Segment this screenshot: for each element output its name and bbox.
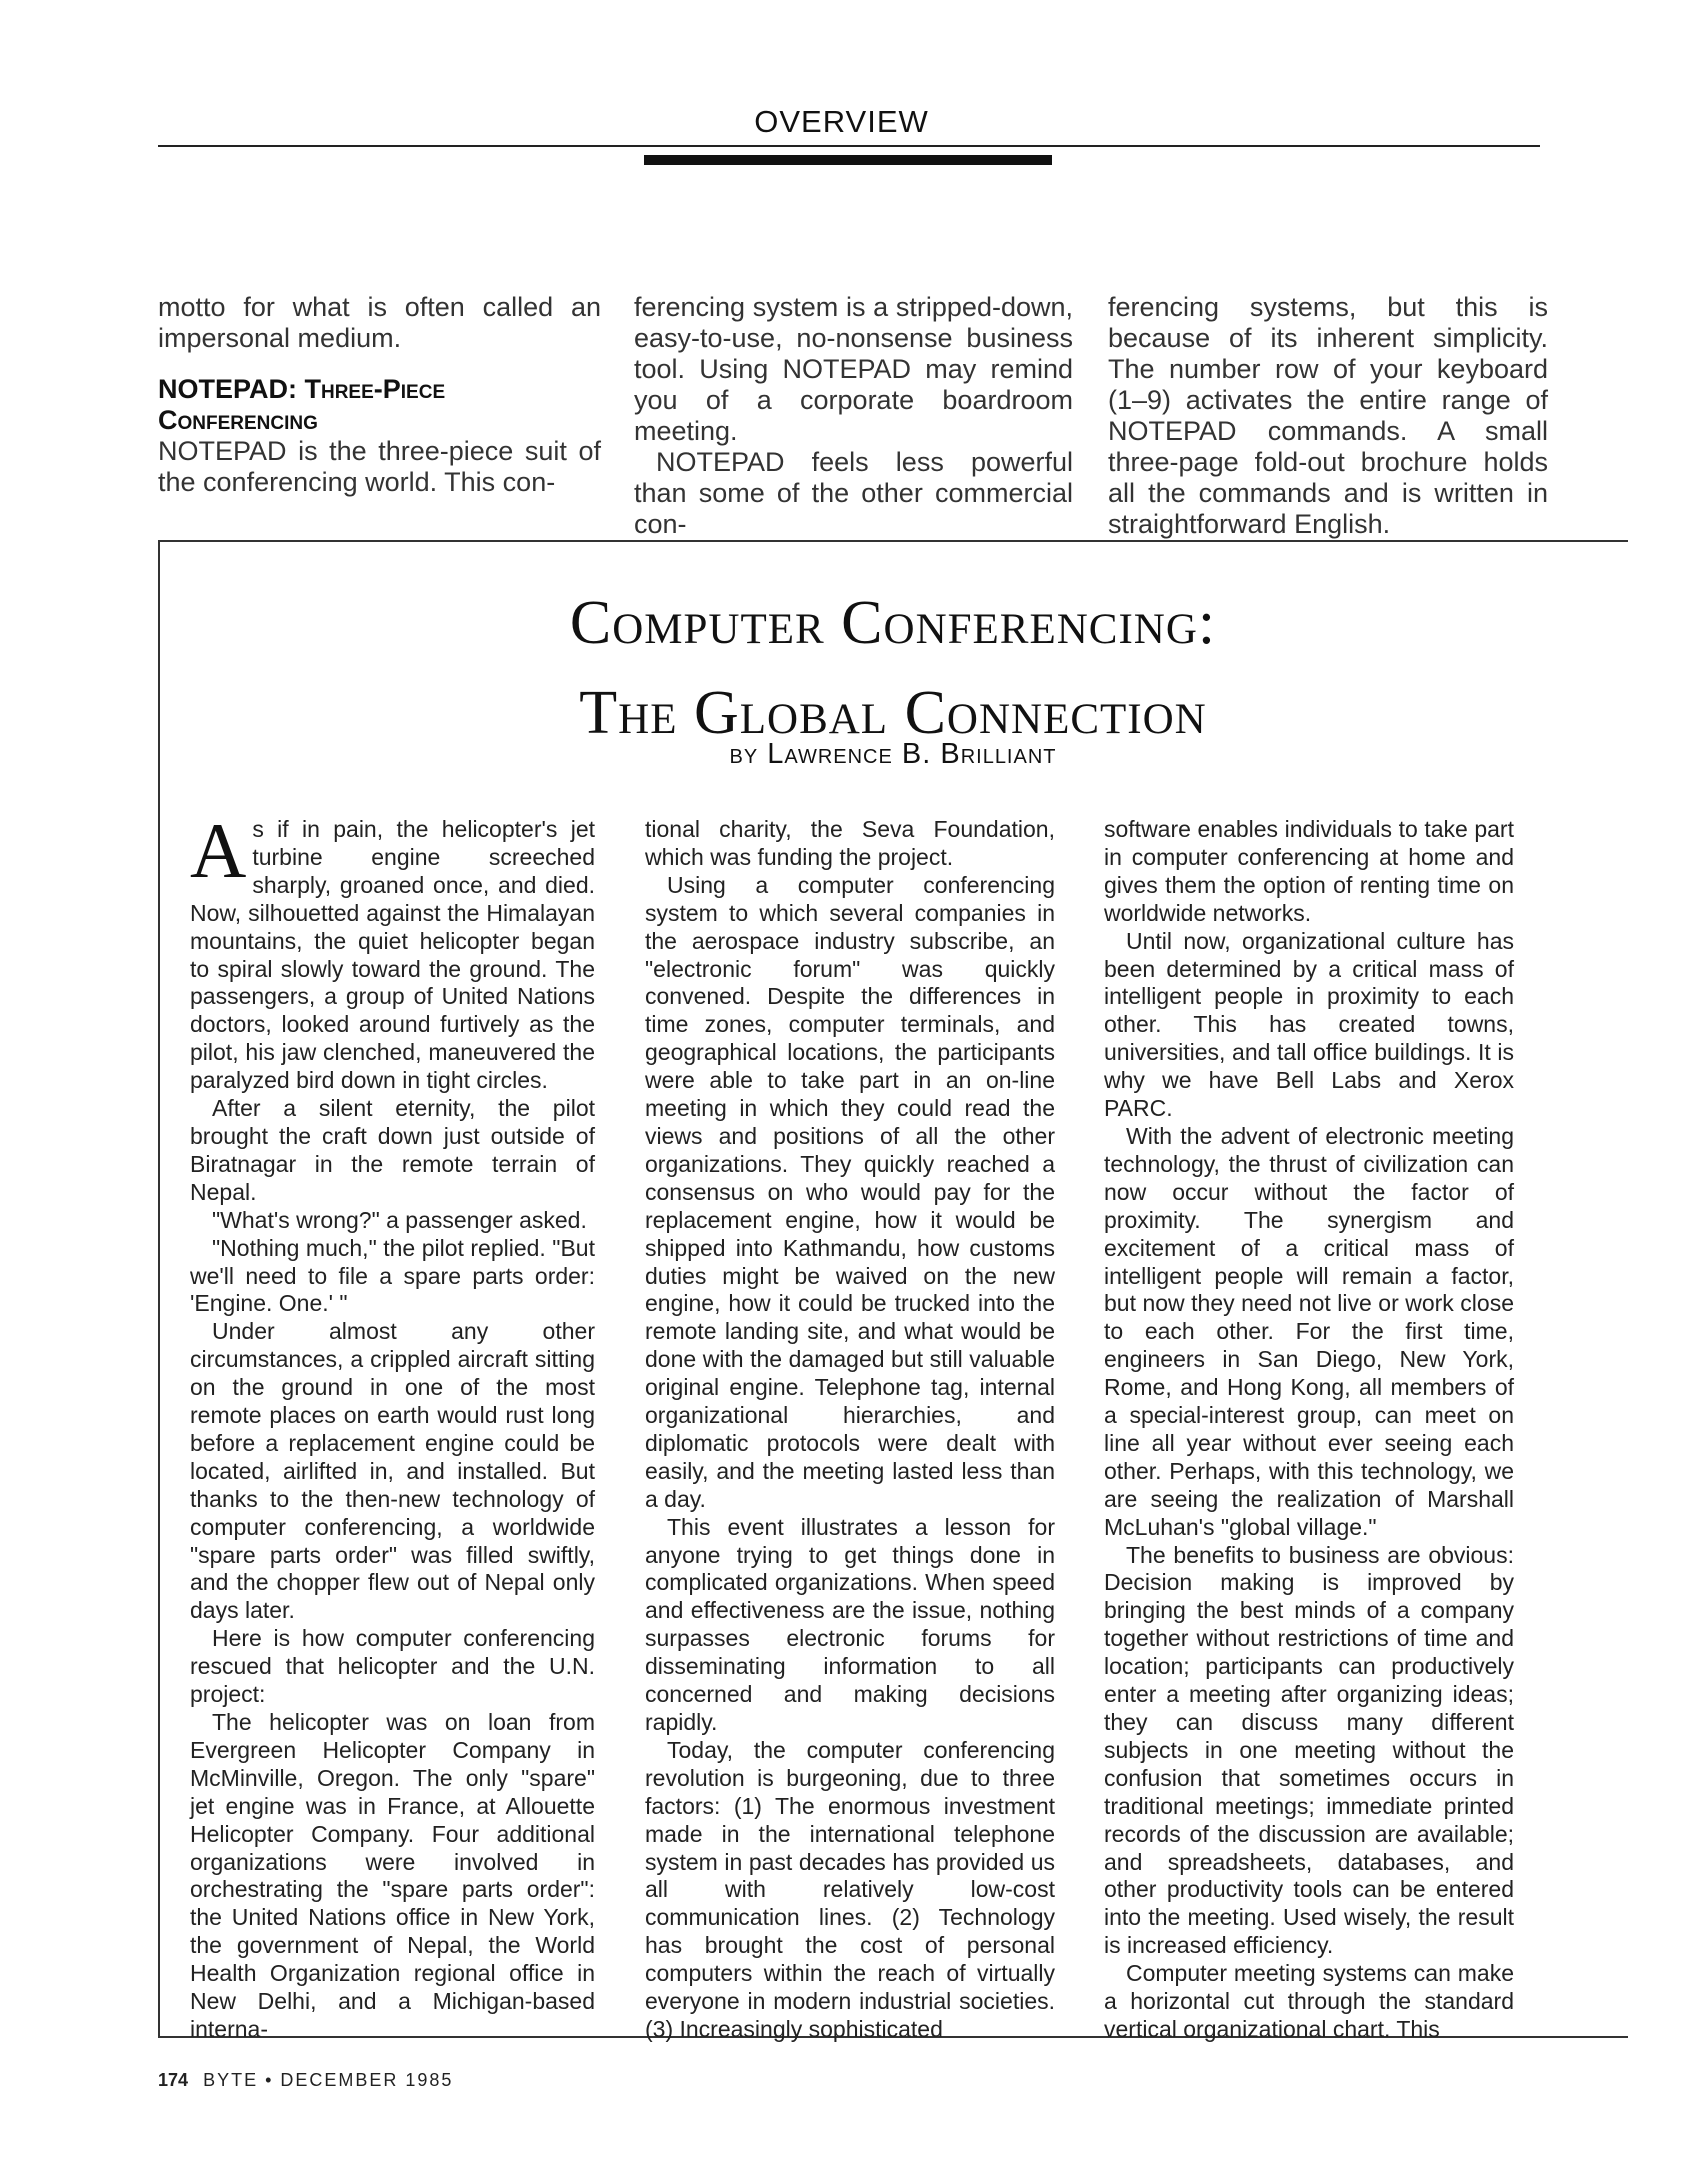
paragraph: The benefits to business are obvious: Decision making is improved by bringing the best minds of a company together without restrictions of time and location; participants can productively enter a meeting after organizing ideas; they can discuss many different subjects in one meeting without the confusion that sometimes occurs in traditional meetings; immediate printed records of the discussion are available; and spreadsheets, databases, and other productivity tools can be entered into the meeting. Used wisely, the result is increased efficiency. bbox=[1104, 1541, 1514, 1959]
paragraph: NOTEPAD feels less powerful than some of the other commercial con- bbox=[634, 447, 1073, 539]
paragraph: The helicopter was on loan from Evergreen Helicopter Company in McMinville, Oregon. The only "spare" jet engine was in France, at Allouette Helicopter Company. Four additional organizations were involved in orchestrating the "spare parts order": the United Nations office in New York, the government of Nepal, the World Health Organization regional office in New Delhi, and a Michigan-based interna- bbox=[190, 1709, 595, 2042]
page-footer bbox=[158, 2070, 453, 2091]
paragraph: Today, the computer conferencing revolution is burgeoning, due to three factors: (1) The enormous investment made in the international telephone system in past decades has provided us all with relatively low-cost communication lines. (2) Technology has brought the cost of personal computers within the reach of virtually everyone in modern industrial societies. (3) Increasingly sophisticated bbox=[645, 1736, 1055, 2042]
paragraph: Here is how computer conferencing rescued that helicopter and the U.N. project: bbox=[190, 1625, 595, 1708]
paragraph bbox=[190, 807, 595, 1095]
drop-cap: A bbox=[190, 807, 247, 894]
paragraph-text: s if in pain, the helicopter's jet turbine engine screeched sharply, groaned once, and died. Now, silhouetted against the Himalayan mountains, the quiet helicopter began to spiral slowly toward the ground. The passengers, a group of United Nations doctors, looked around furtively as the pilot, his jaw clenched, maneuvered the paralyzed bird down in tight circles. bbox=[190, 816, 595, 1094]
paragraph: Until now, organizational culture has been determined by a critical mass of intelligent people in proximity to each other. This has created towns, universities, and tall office buildings. It is why we have Bell Labs and Xerox PARC. bbox=[1104, 927, 1514, 1122]
page-number: 174 bbox=[158, 2070, 189, 2090]
paragraph: Under almost any other circumstances, a crippled aircraft sitting on the ground in one of the most remote places on earth would rust long before a replacement engine could be located, airlifted in, and installed. But thanks to the then-new technology of computer conferencing, a worldwide "spare parts order" was filled swiftly, and the chopper flew out of Nepal only days later. bbox=[190, 1318, 595, 1624]
heading-line-1: NOTEPAD: Three-Piece bbox=[158, 374, 446, 404]
section-header: OVERVIEW bbox=[754, 104, 929, 139]
paragraph: ferencing system is a stripped-down, easy-to-use, no-nonsense business tool. Using NOTEPAD may remind you of a corporate boardroom meeting. bbox=[634, 292, 1073, 446]
section-heading bbox=[158, 374, 601, 436]
sidebar-column-1 bbox=[190, 807, 595, 2044]
paragraph: This event illustrates a lesson for anyone trying to get things done in complicated organizations. When speed and effectiveness are the issue, nothing surpasses electronic forums for disseminating information to all concerned and making decisions rapidly. bbox=[645, 1513, 1055, 1735]
title-line-2: The Global Connection bbox=[579, 679, 1207, 747]
top-column-1 bbox=[158, 292, 601, 498]
paragraph: tional charity, the Seva Foundation, which was funding the project. bbox=[645, 816, 1055, 870]
sidebar-column-2 bbox=[645, 816, 1055, 2044]
paragraph: motto for what is often called an impersonal medium. bbox=[158, 292, 601, 353]
paragraph: NOTEPAD is the three-piece suit of the conferencing world. This con- bbox=[158, 436, 601, 497]
paragraph: software enables individuals to take part in computer conferencing at home and gives them the option of renting time on worldwide networks. bbox=[1104, 816, 1514, 926]
paragraph: Computer meeting systems can make a horizontal cut through the standard vertical organizational chart. This bbox=[1104, 1960, 1514, 2042]
header-bar bbox=[644, 155, 1052, 165]
sidebar-column-3 bbox=[1104, 816, 1514, 2044]
paragraph: Using a computer conferencing system to which several companies in the aerospace industry subscribe, an "electronic forum" was quickly convened. Despite the differences in time zones, computer terminals, and geographical locations, the participants were able to take part in an on-line meeting in which they could read the views and positions of all the other organizations. They quickly reached a consensus on who would pay for the replacement engine, how it would be shipped into Kathmandu, how customs duties might be waived on the new engine, how it could be trucked into the remote landing site, and what would be done with the damaged but still valuable original engine. Telephone tag, internal organizational hierarchies, and diplomatic protocols were dealt with easily, and the meeting lasted less than a day. bbox=[645, 871, 1055, 1512]
header-rule bbox=[158, 145, 1540, 147]
title-line-1: Computer Conferencing: bbox=[569, 589, 1217, 657]
top-column-2 bbox=[634, 292, 1073, 540]
paragraph: "Nothing much," the pilot replied. "But we'll need to file a spare parts order: 'Engine. One.' " bbox=[190, 1234, 595, 1317]
sidebar-title bbox=[158, 578, 1628, 758]
paragraph: ferencing systems, but this is because of its inherent simplicity. The number row of your keyboard (1–9) activates the entire range of NOTEPAD commands. A small three-page fold-out brochure holds all the commands and is written in straightforward English. bbox=[1108, 292, 1548, 539]
top-column-3 bbox=[1108, 292, 1548, 540]
paragraph: After a silent eternity, the pilot brought the craft down just outside of Biratnagar in the remote terrain of Nepal. bbox=[190, 1095, 595, 1205]
paragraph: With the advent of electronic meeting technology, the thrust of civilization can now occur without the factor of proximity. The synergism and excitement of a critical mass of intelligent people will remain a factor, but now they need not live or work close to each other. For the first time, engineers in San Diego, New York, Rome, and Hong Kong, all members of a special-interest group, can meet on line all year without ever seeing each other. Perhaps, with this technology, we are seeing the realization of Marshall McLuhan's "global village." bbox=[1104, 1122, 1514, 1540]
heading-line-2: Conferencing bbox=[158, 405, 318, 435]
publication-line: BYTE • DECEMBER 1985 bbox=[203, 2070, 454, 2090]
byline: by Lawrence B. Brilliant bbox=[729, 738, 1057, 770]
paragraph: "What's wrong?" a passenger asked. bbox=[212, 1206, 587, 1233]
